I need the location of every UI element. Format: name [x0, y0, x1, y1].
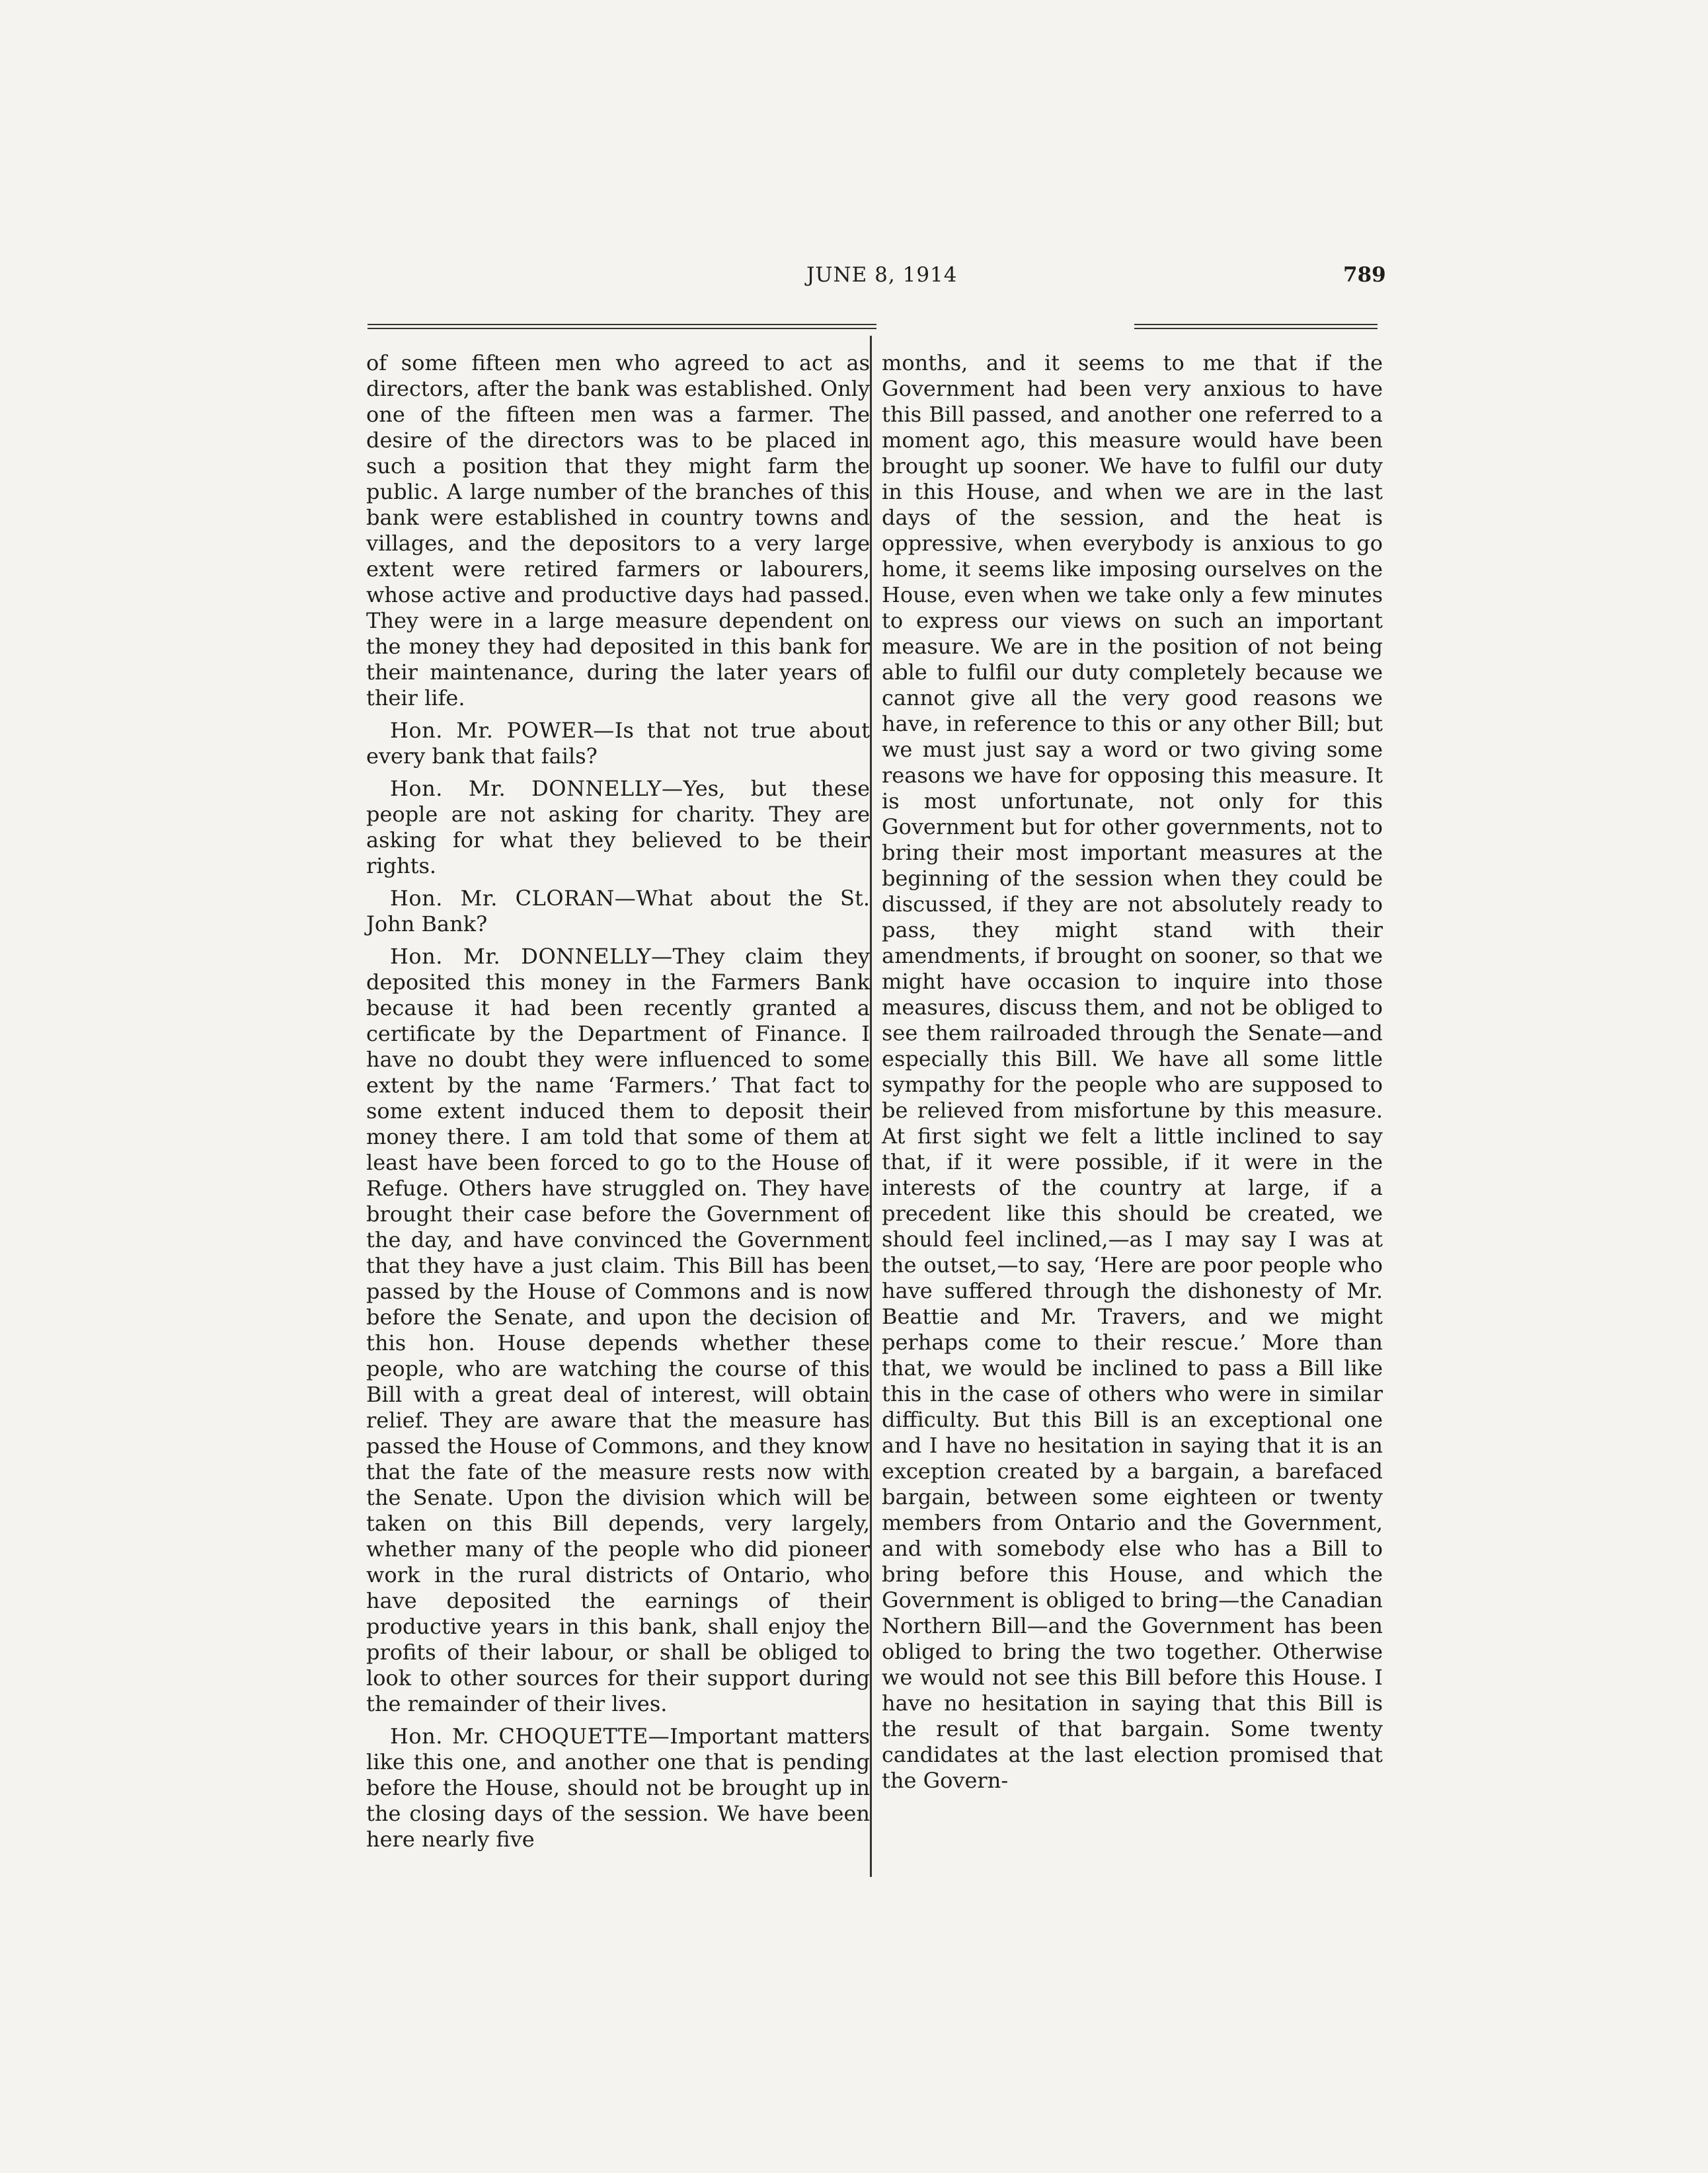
- right-column: [882, 350, 1383, 1800]
- paragraph-text: They claim they deposited this money in the Farmers Bank because it had been recently granted a certificate by the Department of Finance. I have no doubt they were influenced to some extent by the name ‘Farmers.’ That fact to some extent induced them to deposit their money there. I am told that some of them at least have been forced to go to the House of Refuge. Others have struggled on. They have brought their case before the Government of the day, and have convinced the Government that they have a just claim. This Bill has been passed by the House of Commons and is now before the Senate, and upon the decision of this hon. House depends whether these people, who are watching the course of this Bill with a great deal of interest, will obtain relief. They are aware that the measure has passed the House of Commons, and they know that the fate of the measure rests now with the Senate. Upon the division which will be taken on this Bill depends, very largely, whether many of the people who did pioneer work in the rural districts of Ontario, who have deposited the earnings of their productive years in this bank, shall enjoy the profits of their labour, or shall be obliged to look to other sources for their support during the remainder of their lives.: [366, 944, 871, 1716]
- paragraph-text: Yes, but these people are not asking for charity. They are asking for what they believed to be their rights.: [366, 776, 870, 878]
- page-number: 789: [1343, 263, 1386, 287]
- column-divider: [870, 336, 872, 1877]
- speaker-name: Hon. Mr. CHOQUETTE—: [390, 1724, 670, 1749]
- left-column: [366, 350, 870, 1859]
- speaker-name: Hon. Mr. DONNELLY—: [390, 944, 673, 969]
- paragraph: [366, 718, 870, 769]
- paragraph-text: Is that not true about every bank that fails?: [366, 718, 871, 769]
- paragraph-text: months, and it seems to me that if the Government had been very anxious to have this Bill passed, and another one referred to a moment ago, this measure would have been brought up sooner. We have to fulfil our duty in this House, and when we are in the last days of the session, and the heat is oppressive, when everybody is anxious to go home, it seems like imposing ourselves on the House, even when we take only a few minutes to express our views on such an important measure. We are in the position of not being able to fulfil our duty completely because we cannot give all the very good reasons we have, in reference to this or any other Bill; but we must just say a word or two giving some reasons we have for opposing this measure. It is most unfortunate, not only for this Government but for other governments, not to bring their most important measures at the beginning of the session when they could be discussed, if they are not absolutely ready to pass, they might stand with their amendments, if brought on sooner, so that we might have occasion to inquire into those measures, discuss them, and not be obliged to see them railroaded through the Senate—and especially this Bill. We have all some little sympathy for the people who are supposed to be relieved from misfortune by this measure. At first sight we felt a little inclined to say that, if it were possible, if it were in the interests of the country at large, if a precedent like this should be created, we should feel inclined,—as I may say I was at the outset,—to say, ‘Here are poor people who have suffered through the dishonesty of Mr. Beattie and Mr. Travers, and we might perhaps come to their rescue.’ More than that, we would be inclined to pass a Bill like this in the case of others who were in similar difficulty. But this Bill is an exceptional one and I have no hesitation in saying that it is an exception created by a bargain, a barefaced bargain, between some eighteen or twenty members from Ontario and the Government, and with somebody else who has a Bill to bring before this House, and which the Government is obliged to bring—the Canadian Northern Bill—and the Government has been obliged to bring the two together. Otherwise we would not see this Bill before this House. I have no hesitation in saying that this Bill is the result of that bargain. Some twenty candidates at the last election promised that the Govern-: [882, 350, 1383, 1793]
- paragraph-text: of some fifteen men who agreed to act as directors, after the bank was established. Only one of the fifteen men was a farmer. The desire of the directors was to be placed in such a position that they might farm the public. A large number of the branches of this bank were established in country towns and villages, and the depositors to a very large extent were retired farmers or labourers, whose active and productive days had passed. They were in a large measure dependent on the money they had deposited in this bank for their maintenance, during the later years of their life.: [366, 350, 870, 710]
- paragraph-text: What about the St. John Bank?: [366, 886, 871, 936]
- speaker-name: Hon. Mr. CLORAN—: [390, 886, 637, 911]
- speaker-name: Hon. Mr. POWER—: [390, 718, 615, 743]
- paragraph: [366, 944, 870, 1717]
- header-rule-right: [1134, 324, 1378, 329]
- paragraph: [366, 886, 870, 937]
- paragraph: [366, 1724, 870, 1852]
- paragraph: [882, 350, 1383, 1794]
- paragraph: [366, 776, 870, 879]
- speaker-name: Hon. Mr. DONNELLY—: [390, 776, 683, 801]
- paragraph-text: Important matters like this one, and another one that is pending before the House, should not be brought up in the closing days of the session. We have been here nearly five: [366, 1724, 871, 1852]
- page-header-date: JUNE 8, 1914: [806, 263, 958, 287]
- paragraph: [366, 350, 870, 711]
- header-rule-left: [368, 324, 876, 329]
